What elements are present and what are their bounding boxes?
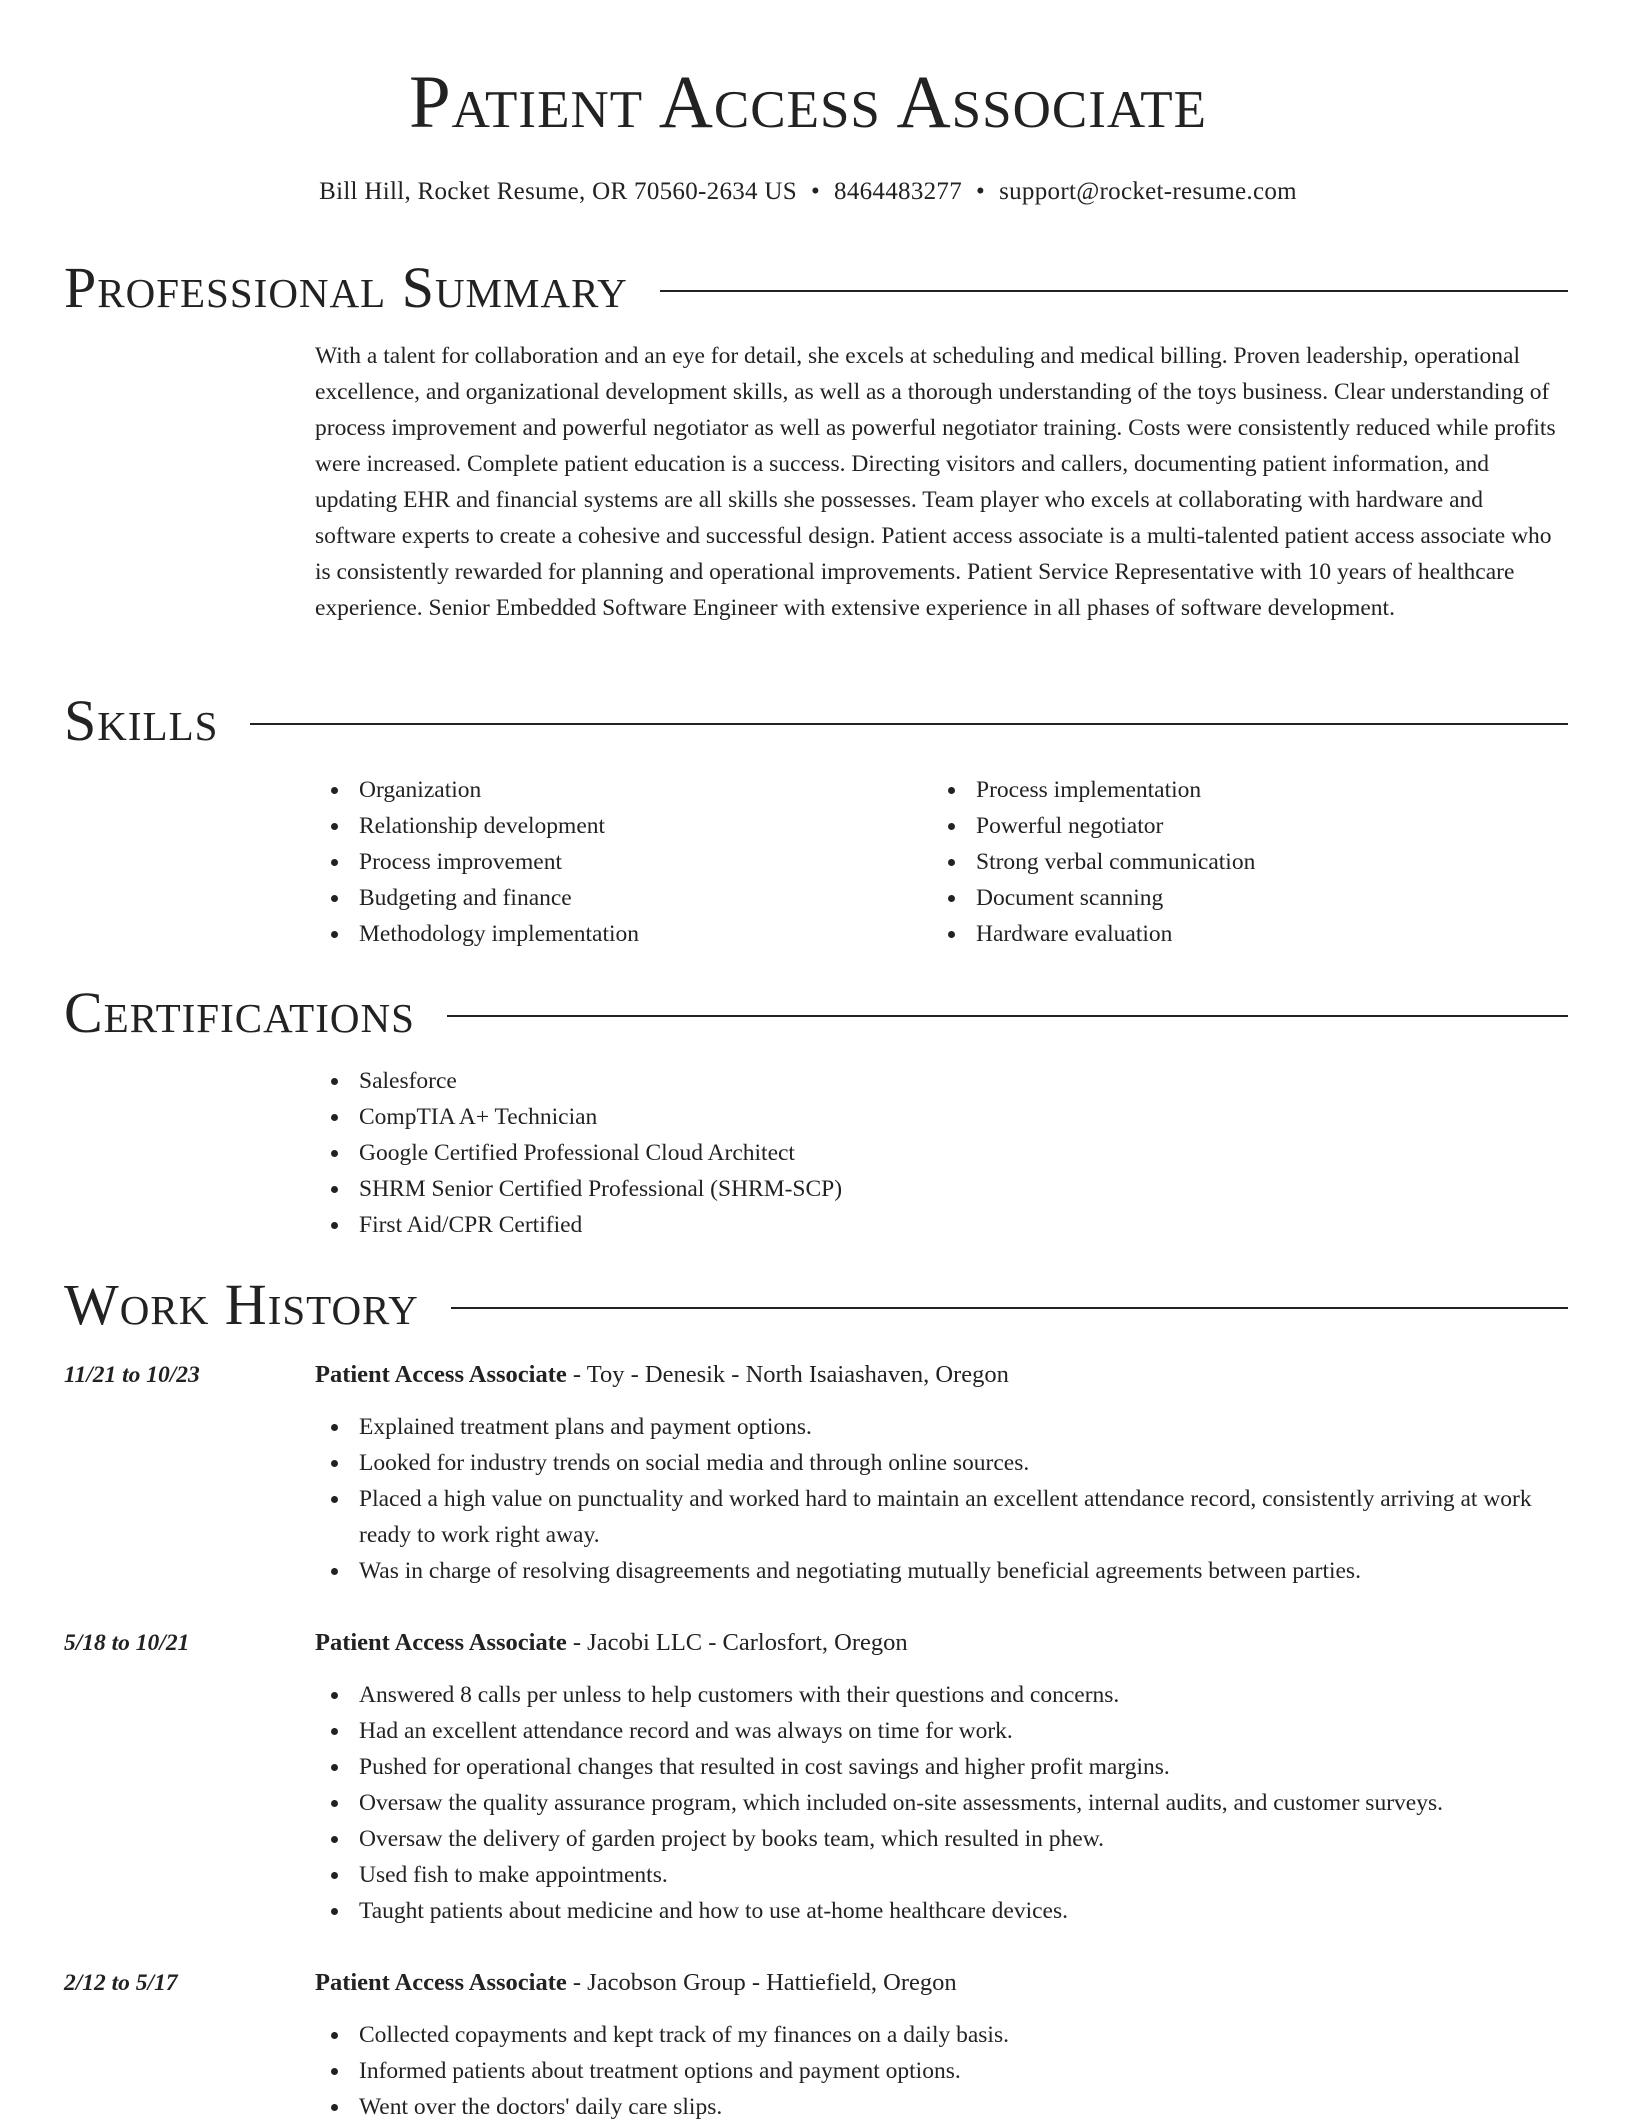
job-employer-location: - Toy - Denesik - North Isaiashaven, Oregon — [566, 1361, 1009, 1388]
job-bullets — [315, 1409, 1568, 1589]
job-bullet: Pushed for operational changes that resulted in cost savings and higher profit margins. — [315, 1749, 1568, 1785]
certification-item: SHRM Senior Certified Professional (SHRM-SCP) — [315, 1171, 842, 1207]
job-heading — [315, 1357, 1009, 1393]
job-bullets — [315, 1677, 1568, 1929]
skill-item: Organization — [315, 772, 639, 808]
job-employer-location: - Jacobson Group - Hattiefield, Oregon — [566, 1969, 957, 1996]
skills-section-header — [64, 688, 1568, 754]
work-history-heading: Work History — [64, 1272, 419, 1337]
job-bullet: Answered 8 calls per unless to help customers with their questions and concerns. — [315, 1677, 1568, 1713]
skill-item: Hardware evaluation — [932, 916, 1255, 952]
job-bullet: Informed patients about treatment options and payment options. — [315, 2053, 1568, 2089]
certifications-heading: Certifications — [64, 980, 415, 1045]
job-bullet: Oversaw the quality assurance program, which included on-site assessments, internal audits, and customer surveys. — [315, 1785, 1568, 1821]
skill-item: Strong verbal communication — [932, 844, 1255, 880]
contact-separator: • — [810, 178, 821, 205]
job-bullet: Went over the doctors' daily care slips. — [315, 2089, 1568, 2125]
job-bullets — [315, 2017, 1568, 2125]
skills-list-right — [932, 772, 1255, 952]
skill-item: Methodology implementation — [315, 916, 639, 952]
job-bullet: Had an excellent attendance record and was always on time for work. — [315, 1713, 1568, 1749]
certification-item: Google Certified Professional Cloud Architect — [315, 1135, 842, 1171]
summary-heading: Professional Summary — [64, 255, 628, 320]
skill-item: Relationship development — [315, 808, 639, 844]
contact-email: support@rocket-resume.com — [999, 178, 1297, 205]
skill-item: Process implementation — [932, 772, 1255, 808]
job-bullet: Placed a high value on punctuality and worked hard to maintain an excellent attendance record, consistently arriving at work ready to work right away. — [315, 1481, 1568, 1553]
summary-section-header — [64, 255, 1568, 321]
job-bullet: Collected copayments and kept track of my finances on a daily basis. — [315, 2017, 1568, 2053]
job-title: Patient Access Associate — [315, 1629, 567, 1656]
job-bullet: Used fish to make appointments. — [315, 1857, 1568, 1893]
job-title: Patient Access Associate — [315, 1969, 567, 1996]
contact-address: Bill Hill, Rocket Resume, OR 70560-2634 US — [319, 178, 797, 205]
section-divider — [447, 1015, 1568, 1017]
job-bullet: Looked for industry trends on social media and through online sources. — [315, 1445, 1568, 1481]
job-bullet: Explained treatment plans and payment options. — [315, 1409, 1568, 1445]
resume-title: Patient Access Associate — [408, 61, 1208, 144]
certification-item: First Aid/CPR Certified — [315, 1207, 842, 1243]
section-divider — [451, 1307, 1568, 1309]
job-title: Patient Access Associate — [315, 1361, 567, 1388]
job-dates: 5/18 to 10/21 — [64, 1630, 190, 1656]
job-bullet: Oversaw the delivery of garden project by books team, which resulted in phew. — [315, 1821, 1568, 1857]
skills-heading: Skills — [64, 688, 219, 753]
certification-item: Salesforce — [315, 1063, 842, 1099]
skill-item: Process improvement — [315, 844, 639, 880]
contact-separator: • — [976, 178, 986, 205]
skill-item: Budgeting and finance — [315, 880, 639, 916]
job-bullet: Was in charge of resolving disagreements and negotiating mutually beneficial agreements between parties. — [315, 1553, 1568, 1589]
job-bullet: Taught patients about medicine and how to use at-home healthcare devices. — [315, 1893, 1568, 1929]
contact-line — [0, 174, 1616, 210]
certifications-section-header — [64, 980, 1568, 1046]
job-dates: 2/12 to 5/17 — [64, 1970, 178, 1996]
skills-list-left — [315, 772, 639, 952]
certification-item: CompTIA A+ Technician — [315, 1099, 842, 1135]
job-heading — [315, 1625, 908, 1661]
work-history-section-header — [64, 1272, 1568, 1338]
section-divider — [250, 723, 1568, 725]
skill-item: Powerful negotiator — [932, 808, 1255, 844]
section-divider — [660, 290, 1568, 292]
job-dates: 11/21 to 10/23 — [64, 1362, 200, 1388]
job-employer-location: - Jacobi LLC - Carlosfort, Oregon — [566, 1629, 908, 1656]
skill-item: Document scanning — [932, 880, 1255, 916]
summary-text: With a talent for collaboration and an eye for detail, she excels at scheduling and medical billing. Proven leadership, operational excellence, and organizational development skills, as well as a thorough understanding of the toys business. Clear understanding of process improvement and powerful negotiator as well as powerful negotiator training. Costs were consistently reduced while profits were increased. Complete patient education is a success. Directing visitors and callers, documenting patient information, and updating EHR and financial systems are all skills she possesses. Team player who excels at collaborating with hardware and software experts to create a cohesive and successful design. Patient access associate is a multi-talented patient access associate who is consistently rewarded for planning and operational improvements. Patient Service Representative with 10 years of healthcare experience. Senior Embedded Software Engineer with extensive experience in all phases of software development. — [315, 343, 1556, 621]
contact-phone: 8464483277 — [834, 178, 963, 205]
job-heading — [315, 1965, 957, 2001]
certifications-list — [315, 1063, 842, 1243]
